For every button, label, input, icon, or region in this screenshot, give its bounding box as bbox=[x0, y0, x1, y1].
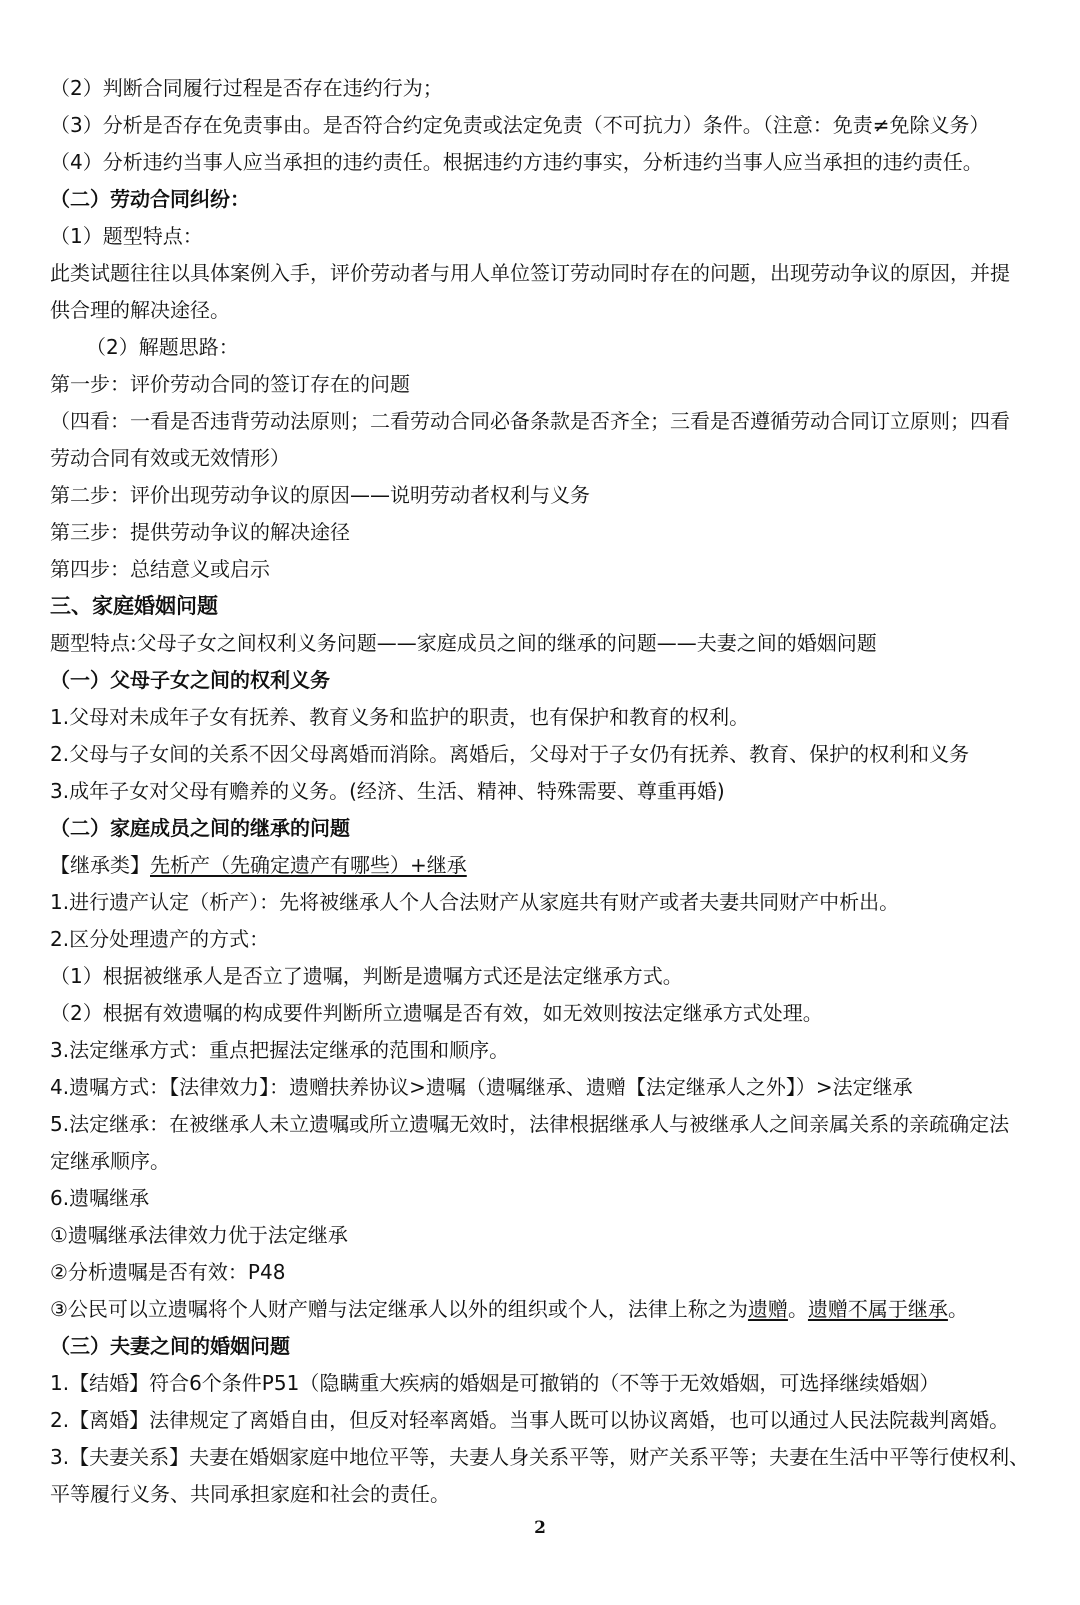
text-line: 第二步：评价出现劳动争议的原因——说明劳动者权利与义务 bbox=[50, 483, 590, 507]
text-line: （3）分析是否存在免责事由。是否符合约定免责或法定免责（不可抗力）条件。（注意：免责≠免除义务） bbox=[50, 113, 990, 137]
text-line: 2.区分处理遗产的方式： bbox=[50, 927, 270, 951]
text-line: 供合理的解决途径。 bbox=[50, 298, 230, 322]
text-line bbox=[50, 847, 1035, 884]
text-line: 第四步：总结意义或启示 bbox=[50, 557, 270, 581]
text-line: （四看：一看是否违背劳动法原则；二看劳动合同必备条款是否齐全；三看是否遵循劳动合同订立原则；四看 bbox=[50, 409, 1010, 433]
text-line: 题型特点:父母子女之间权利义务问题——家庭成员之间的继承的问题——夫妻之间的婚姻问题 bbox=[50, 631, 877, 655]
text-line: ①遗嘱继承法律效力优于法定继承 bbox=[50, 1223, 348, 1247]
text-line: （1）题型特点： bbox=[50, 224, 203, 248]
text-line: 3.【夫妻关系】夫妻在婚姻家庭中地位平等，夫妻人身关系平等，财产关系平等；夫妻在生活中平等行使权利、 bbox=[50, 1445, 1030, 1469]
text-line: （1）根据被继承人是否立了遗嘱，判断是遗嘱方式还是法定继承方式。 bbox=[50, 964, 683, 988]
underlined-phrase: 遗赠不属于继承 bbox=[807, 1297, 948, 1321]
text-line: （4）分析违约当事人应当承担的违约责任。根据违约方违约事实，分析违约当事人应当承担的违约责任。 bbox=[50, 150, 983, 174]
text-line: （2）判断合同履行过程是否存在违约行为； bbox=[50, 76, 443, 100]
subsection-heading: （三）夫妻之间的婚姻问题 bbox=[50, 1334, 290, 1358]
text-line: （2）根据有效遗嘱的构成要件判断所立遗嘱是否有效，如无效则按法定继承方式处理。 bbox=[50, 1001, 823, 1025]
text-line: 第一步：评价劳动合同的签订存在的问题 bbox=[50, 372, 410, 396]
subsection-heading: （二）家庭成员之间的继承的问题 bbox=[50, 816, 350, 840]
text-line: 此类试题往往以具体案例入手，评价劳动者与用人单位签订劳动同时存在的问题，出现劳动争议的原因，并提 bbox=[50, 261, 1010, 285]
text-line: 第三步：提供劳动争议的解决途径 bbox=[50, 520, 350, 544]
underlined-phrase: 先析产（先确定遗产有哪些）+继承 bbox=[150, 853, 467, 877]
text-line bbox=[50, 1291, 1035, 1328]
text-line: 2.【离婚】法律规定了离婚自由，但反对轻率离婚。当事人既可以协议离婚，也可以通过人民法院裁判离婚。 bbox=[50, 1408, 1010, 1432]
text-line: 3.成年子女对父母有赡养的义务。(经济、生活、精神、特殊需要、尊重再婚) bbox=[50, 779, 725, 803]
text-line: 1.进行遗产认定（析产）：先将被继承人个人合法财产从家庭共有财产或者夫妻共同财产中析出。 bbox=[50, 890, 900, 914]
text-line: 劳动合同有效或无效情形） bbox=[50, 446, 290, 470]
text-line: 2.父母与子女间的关系不因父母离婚而消除。离婚后，父母对于子女仍有抚养、教育、保护的权利和义务 bbox=[50, 742, 970, 766]
category-tag: 【继承类】 bbox=[50, 853, 150, 877]
text-line: 定继承顺序。 bbox=[50, 1149, 170, 1173]
text-line: 6.遗嘱继承 bbox=[50, 1186, 150, 1210]
text-line: 平等履行义务、共同承担家庭和社会的责任。 bbox=[50, 1482, 450, 1506]
text-line: 5.法定继承：在被继承人未立遗嘱或所立遗嘱无效时，法律根据继承人与被继承人之间亲属关系的亲疏确定法 bbox=[50, 1112, 1010, 1136]
text-segment: ③公民可以立遗嘱将个人财产赠与法定继承人以外的组织或个人，法律上称之为 bbox=[50, 1297, 748, 1321]
underlined-phrase: 遗赠 bbox=[747, 1297, 788, 1321]
text-line: 1.父母对未成年子女有抚养、教育义务和监护的职责，也有保护和教育的权利。 bbox=[50, 705, 750, 729]
text-segment: 。 bbox=[787, 1297, 808, 1321]
text-line: 1.【结婚】符合6个条件P51（隐瞒重大疾病的婚姻是可撤销的（不等于无效婚姻，可选择继续婚姻） bbox=[50, 1371, 940, 1395]
text-segment: 。 bbox=[947, 1297, 968, 1321]
text-line: 3.法定继承方式：重点把握法定继承的范围和顺序。 bbox=[50, 1038, 510, 1062]
page-number: 2 bbox=[534, 1518, 546, 1538]
text-line: ②分析遗嘱是否有效：P48 bbox=[50, 1260, 286, 1284]
text-line: （2）解题思路： bbox=[86, 335, 239, 359]
subsection-heading: （二）劳动合同纠纷： bbox=[50, 187, 250, 211]
document-body bbox=[50, 70, 1035, 1513]
text-line: 4.遗嘱方式：【法律效力】：遗赠扶养协议>遗嘱（遗嘱继承、遗赠【法定继承人之外】）>法定继承 bbox=[50, 1075, 913, 1099]
section-heading: 三、家庭婚姻问题 bbox=[50, 594, 218, 618]
subsection-heading: （一）父母子女之间的权利义务 bbox=[50, 668, 330, 692]
